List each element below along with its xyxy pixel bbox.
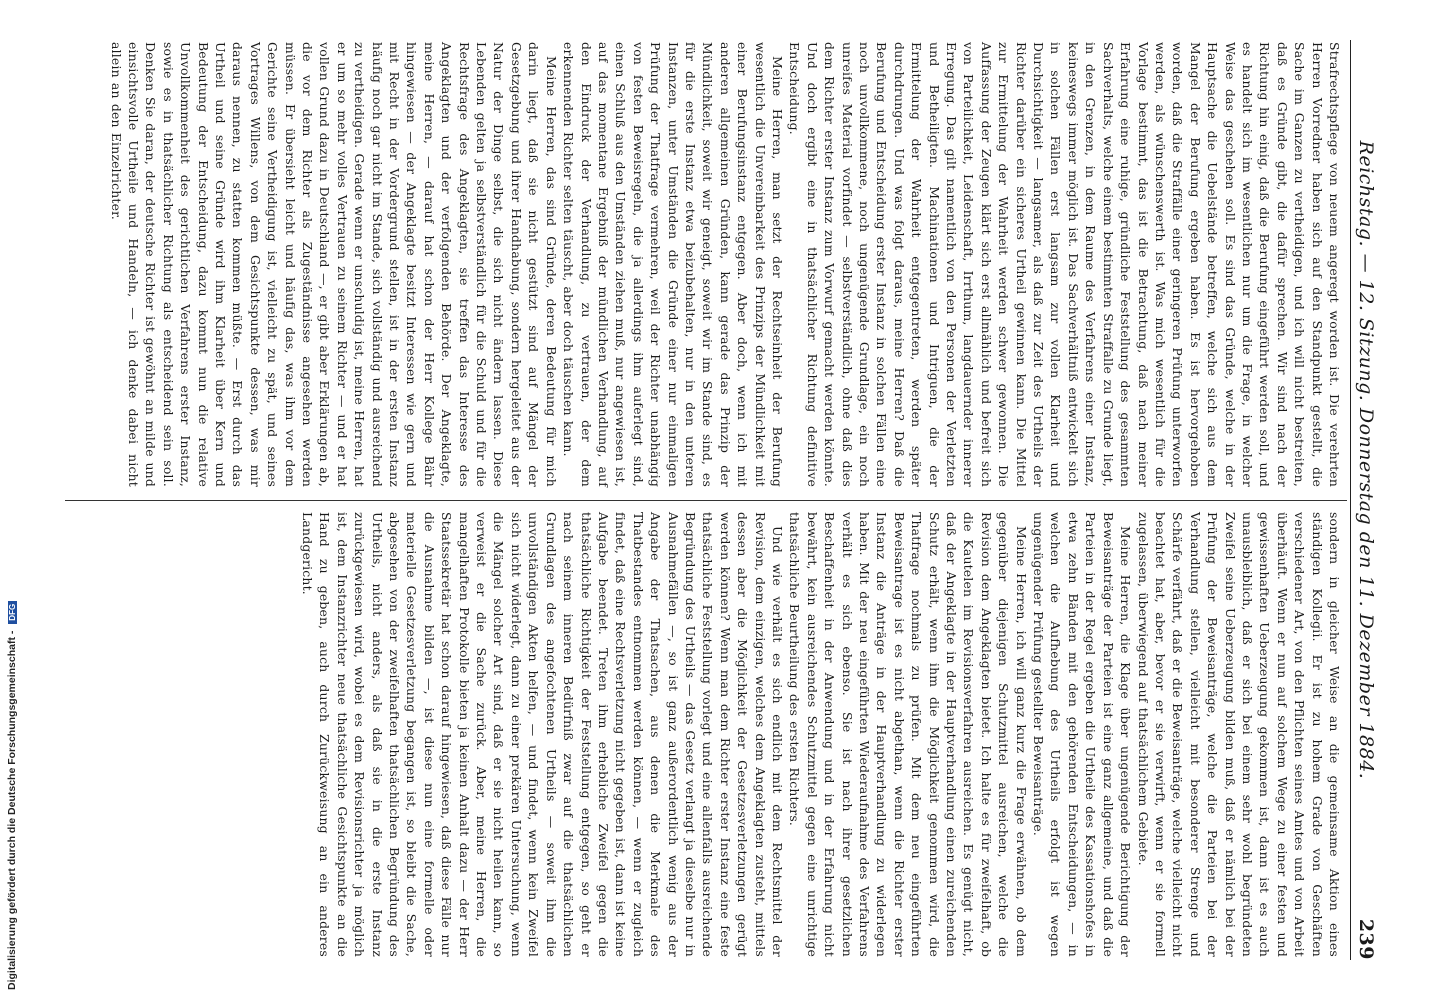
page-number: 239 (1355, 918, 1377, 960)
paragraph: sondern in gleicher Weise an die gemeinsame Aktion eines ständigen Kollegii. Er ist zu hohem Grade von Geschäften verschiedener Art, von den Pflichten seines Amtes und von Arbeit überhäuft. Wenn er nun auf solchem Wege zu einer festen und gewissenhaften Ueberzeugung gekommen ist, dann ist es auch unausbleiblich, daß er sich bei einem sehr wohl begründeten Zweifel seine Ueberzeugung bilden muß, daß er nämlich bei der Prüfung der Beweisanträge, welche die Parteien bei der Verhandlung stellen, vielleicht mit besonderer Strenge und Schärfe verfährt, daß er die Beweisanträge, welche vielleicht nicht beachtet hat, aber, bevor er sie verwirft, wenn er sie formell zugelassen, überwiegend auf thatsächlichem Gebiete. (1135, 512, 1342, 957)
page-header (1351, 40, 1381, 960)
document-page (35, 0, 1395, 1000)
dfg-logo: DFG (8, 601, 17, 624)
paragraph: Strafrechtspflege von neuem angeregt worden ist. Die verehrten Herren Vorredner haben sich auf den Standpunkt gestellt, die Sache im Ganzen zu vertheidigen, und ich will nicht bestreiten, daß es Gründe gibt, die dafür sprechen. Wir sind nach der Richtung hin einig, daß die Berufung eingeführt werden soll, und es handelt sich im wesentlichen nur um die Frage, in welcher Weise das geschehen soll. Es sind das Gründe, welche in der Hauptsache die Uebelstände betreffen, welche sich aus dem Mangel der Berufung ergeben haben. Es ist hervorgehoben worden, daß die Straffälle einer geringeren Prüfung unterworfen werden, als wünschenswerth ist. Was mich wesentlich für die Vorlage bestimmt, das ist die Betrachtung, daß nach meiner Erfahrung eine ruhige, gründliche Feststellung des gesammten Sachverhalts, welche einem bestimmten Straffalle zu Grunde liegt, in den Grenzen, in dem Raume des Verfahrens einer Instanz, keineswegs immer möglich ist. Das Sachverhältniß entwickelt sich in solchen Fällen erst langsam zur vollen Klarheit und Durchsichtigkeit — langsamer, als daß zur Zeit des Urtheils der Richter darüber ein sicheres Urtheil gewinnen kann. Die Mittel zur Ermittelung der Wahrheit werden schwer gewonnen. Die Auffassung der Zeugen klärt sich erst allmählich und befreit sich von Parteilichkeit, Leidenschaft, Irrthum, langdauernder innerer Erregung. Das gilt namentlich von den Personen der Verletzten und Betheiligten. Machinationen und Intriguen, die der Ermittelung der Wahrheit entgegentreten, werden später durchdrungen. Und was folgt daraus, meine Herren? Daß die Berufung und Entscheidung erster Instanz in solchen Fällen eine noch unvollkommene, noch ungenügende Grundlage, ein noch unreifes Material vorfindet — selbstverständlich, ohne daß dies dem Richter erster Instanz zum Vorwurf gemacht werden könnte. Und doch ergibt eine in thatsächlicher Richtung definitive Entscheidung. (787, 42, 1342, 487)
paragraph: Meine Herren, das sind Gründe, deren Bedeutung für mich darin liegt, daß sie nicht gestützt sind auf Mängel der Gesetzgebung und ihrer Handhabung, sondern hergeleitet aus der Natur der Dinge selbst, die sich nicht ändern lassen. Diese Lebenden gelten ja selbstverständlich für die Schuld und für die Rechtsfrage des Angeklagten, sie treffen das Interesse des Angeklagten und der verfolgenden Behörde. Der Angeklagte, meine Herren, — darauf hat schon der Herr Kollege Bähr hingewiesen — der Angeklagte besitzt Interessen wie gern und mit Recht in der Vordergrund stellen, ist in der ersten Instanz häufig noch gar nicht im Stande, sich vollständig und ausreichend zu vertheidigen. Gerade wenn er unschuldig ist, meine Herren, hat er um so mehr volles Vertrauen zu seinem Richter — und er hat vollen Grund dazu in Deutschland —, er gibt aber Erklärungen ab, die vor dem Richter als Zugeständnisse angesehen werden müssen. Er übersieht leicht und häufig das, was ihm vor dem Gerichte seine Vertheidigung ist, vielleicht zu spät, und seines Vortrages Willens, von dem Gesichtspunkte dessen, was mir daraus nennen, zu statten kommen müßte. — Erst durch das Urtheil und seine Gründe wird ihm Klarheit über Kern und Bedeutung der Entscheidung, dazu kommt nun die relative Unvollkommenheit des gerichtlichen Verfahrens erster Instanz, sowie es in thatsächlicher Richtung als entscheidend sein soll. Denken Sie daran, der deutsche Richter ist gewöhnt an milde und einsichtsvolle Urtheile und Handeln, — ich denke dabei nicht allein an den Einzelrichter. (108, 42, 559, 487)
paragraph: Und wie verhält es sich endlich mit dem Rechtsmittel der Revision, dem einzigen, welches dem Angeklagten zusteht, mittels dessen aber die Möglichkeit der Gesetzesverletzungen gerügt werden können? Wenn man dem Richter erster Instanz eine feste thatsächliche Feststellung vorlegt und eine allenfalls ausreichende Begründung des Urtheils — das Gesetz verlangt ja dieselbe nur in Ausnahmefällen —, so ist ganz außerordentlich wenig aus der Angabe der Thatsachen, aus denen die Merkmale des Thatbestandes entnommen werden können, — wenn er zugleich findet, daß eine Rechtsverletzung nicht gegeben ist, dann ist keine Aufgabe beendet. Treten ihm erhebliche Zweifel gegen die thatsächliche Richtigkeit der Feststellung entgegen, so geht er nach seinem inneren Bedürfniß zwar auf die thatsächlichen Grundlagen des angefochtenen Urtheils — soweit ihm die unvollständigen Akten helfen, — und findet, wenn kein Zweifel sich nicht widerlegt, dann zu einer prekären Untersuchung, wenn die Mängel solcher Art sind, daß er sie nicht heilen kann, so verweist er die Sache zurück. Aber, meine Herren, die mangelhaften Protokolle bieten ja keinen Anhalt dazu — der Herr Staatssekretär hat schon darauf hingewiesen, daß diese Fälle nur die Ausnahme bilden —, ist diese nun eine formelle oder materielle Gesetzesverletzung begangen ist, so bleibt die Sache, abgesehen von der zweifelhaften thatsächlichen Begründung des Urtheils, nicht anders, als daß sie in die erste Instanz zurückgewiesen wird, wobei es dem Revisionsrichter ja möglich ist, dem Instanzrichter neue thatsächliche Gesichtspunkte an die Hand zu geben, auch durch Zurückweisung an ein anderes Landgericht. (300, 512, 785, 957)
right-column (300, 512, 1343, 957)
running-title: Reichstag. — 12. Sitzung. Donnerstag den 11. Dezember 1884. (1355, 140, 1377, 780)
digitization-note: Digitalisierung gefördert durch die Deutsche Forschungsgemeinschaft - (6, 630, 18, 990)
left-column (53, 42, 1343, 487)
paragraph: Meine Herren, ich will ganz kurz die Frage erwähnen, ob dem gegenüber diejenigen Schutzmittel ausreichen, welche die Revision dem Angeklagten bietet. Ich halte es für zweifelhaft, ob die Kautelen im Revisionsverfahren ausreichen. Es genügt nicht, daß der Angeklagte in der Hauptverhandlung einen zureichenden Schutz erhält, wenn ihm die Möglichkeit genommen wird, die Thatfrage nochmals zu prüfen. Mit dem neu eingeführten Beweisantrage ist es nicht abgethan, wenn die Richter erster Instanz die Anträge in der Hauptverhandlung zu widerlegen haben. Mit der neu eingeführten Wiederaufnahme des Verfahrens verhält es sich ebenso. Sie ist nach ihrer gesetzlichen Beschaffenheit in der Anwendung und in der Erfahrung nicht bewährt, kein ausreichendes Schutzmittel gegen eine unrichtige thatsächliche Beurtheilung des ersten Richters. (787, 512, 1029, 957)
paragraph: Meine Herren, die Klage über ungenügende Berichtigung der Beweisanträge der Parteien ist eine ganz allgemeine, und daß die Parteien in der Regel ergeben die Urtheile des Kassationshofes in etwa zehn Bänden mit den gehörenden Entscheidungen, — in welchen die Aufhebung des Urtheils erfolgt ist wegen ungenügender Prüfung gestellter Beweisanträge. (1031, 512, 1134, 957)
digitization-note-strip (0, 0, 24, 1000)
header-rule (1350, 40, 1351, 960)
column-divider (65, 500, 1347, 501)
paragraph: Meine Herren, man setzt der Rechtseinheit der Berufung wesentlich die Unvereinbarkeit des Prinzips der Mündlichkeit mit einer Berufungsinstanz entgegen. Aber doch, wenn ich mit anderen allgemeinen Gründen, kann gerade das Prinzip der Mündlichkeit, soweit wir geneigt, soweit wir im Stande sind, es für die erste Instanz etwa beizubehalten, nur in den unteren Instanzen, unter Umständen die Gründe einer nur einmaligen Prüfung der Thatfrage vermehren, weil der Richter unabhängig von festen Beweisregeln, die ja allerdings ihm auferlegt sind, einen Schluß aus den Umständen ziehen muß, nur angewiesen ist, auf das momentane Ergebniß der mündlichen Verhandlung, auf den Eindruck der Verhandlung, zu vertrauen, der dem erkennenden Richter selten täuscht, aber doch täuschen kann. (561, 42, 785, 487)
